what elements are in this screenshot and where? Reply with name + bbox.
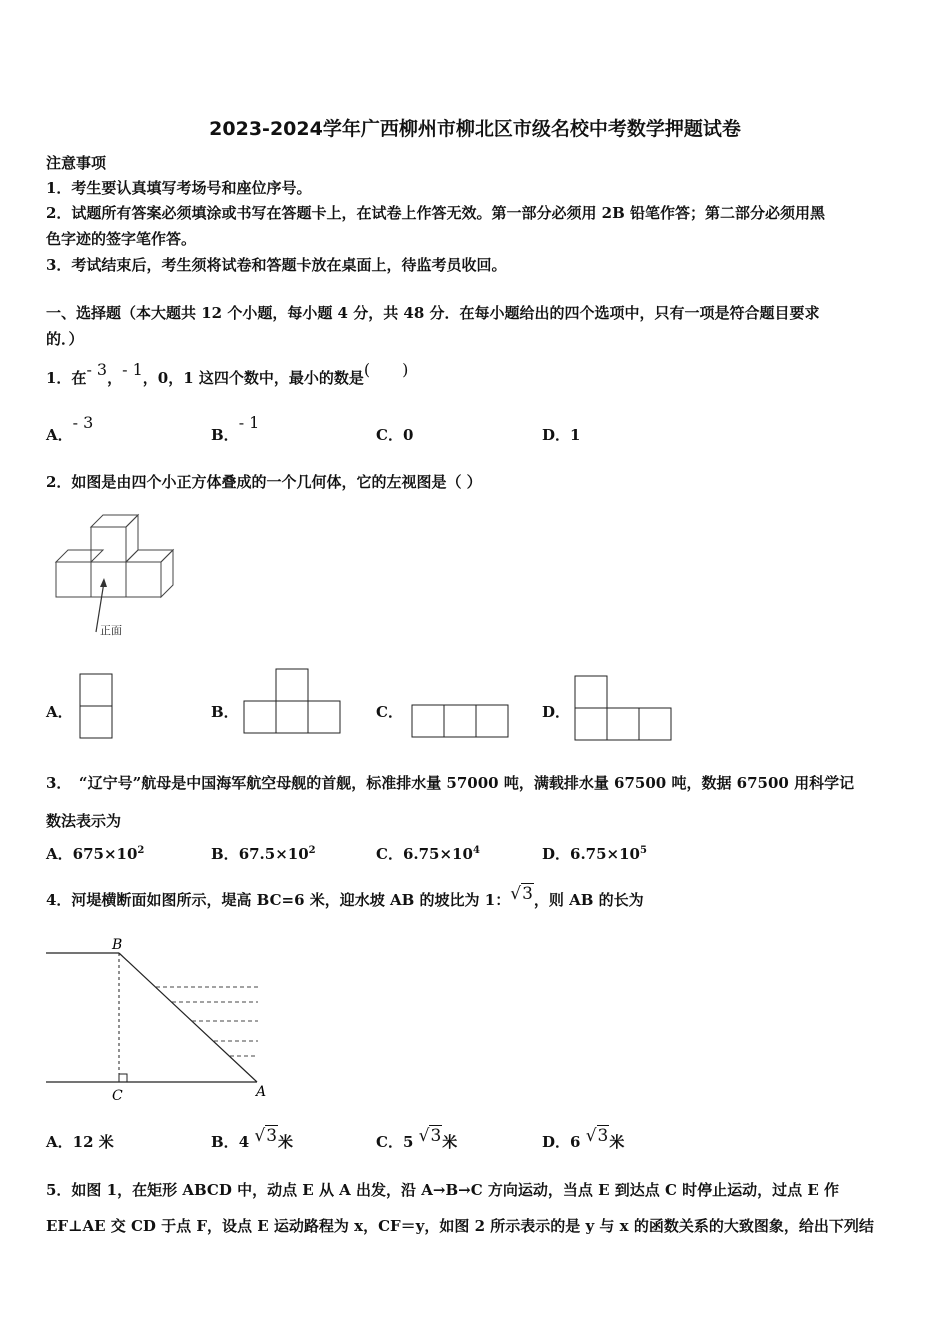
notice-item: 1．考生要认真填写考场号和座位序号。: [46, 179, 312, 197]
question-3-stem-cont: 数法表示为: [46, 812, 122, 830]
q4-option-a: A．12 米: [46, 1133, 114, 1151]
q1-answer-paren: ( ): [363, 360, 409, 379]
q1-number-1: - 3: [86, 360, 108, 379]
q4-option-b: B．4 √3米: [211, 1126, 294, 1151]
q2-option-b: B．: [211, 703, 239, 721]
q1-option-d: D．1: [542, 426, 581, 444]
q1-prefix: 1．在: [46, 369, 87, 387]
q2-option-a: A．: [46, 703, 73, 721]
question-2-stem: 2．如图是由四个小正方体叠成的一个几何体，它的左视图是（ ）: [46, 473, 482, 491]
q1-rest: ，0，1 这四个数中，最小的数是: [142, 369, 364, 387]
q2-cube-figure: [50, 510, 180, 645]
question-4-stem: 4．河堤横断面如图所示，堤高 BC=6 米，迎水坡 AB 的坡比为 1：√3，则 AB 的长为: [46, 884, 644, 909]
q2-option-c-figure: [411, 704, 513, 741]
q4-option-d: D．6 √3米: [542, 1126, 625, 1151]
q2-front-caption: 正面: [100, 624, 122, 637]
q2-option-d: D．: [542, 703, 571, 721]
question-1-stem: [46, 360, 409, 388]
question-5-stem-cont: EF⊥AE 交 CD 于点 F，设点 E 运动路程为 x，CF＝y，如图 2 所示表示的是 y 与 x 的函数关系的大致图象，给出下列结: [46, 1217, 874, 1235]
q3-option-d: D．$6.75\times 10^5$: [542, 845, 647, 863]
q1-number-2: - 1: [122, 360, 143, 379]
question-5-stem: 5．如图 1，在矩形 ABCD 中，动点 E 从 A 出发，沿 A→B→C 方向运动，当点 E 到达点 C 时停止运动，过点 E 作: [46, 1181, 840, 1199]
notice-item: 2．试题所有答案必须填涂或书写在答题卡上，在试卷上作答无效。第一部分必须用 2B 铅笔作答；第二部分必须用黑: [46, 204, 826, 222]
q1-option-b: B．- 1: [211, 413, 260, 444]
page-title: 2023-2024学年广西柳州市柳北区市级名校中考数学押题试卷: [209, 118, 741, 140]
q4-label-b: B: [112, 937, 123, 953]
section-heading-cont: 的．）: [46, 330, 84, 348]
q2-option-a-figure: [79, 673, 115, 741]
q2-option-b-figure: [243, 668, 343, 738]
q1-option-a: A．- 3: [46, 413, 94, 444]
question-3-stem: 3． “辽宁号”航母是中国海军航空母舰的首舰，标准排水量 57000 吨，满载排水量 67500 吨，数据 67500 用科学记: [46, 774, 855, 792]
q2-option-c: C．: [376, 703, 403, 721]
q1-option-c: C．0: [376, 426, 414, 444]
notice-heading: 注意事项: [46, 154, 107, 172]
q4-option-c: C．5 √3米: [376, 1126, 458, 1151]
notice-item: 色字迹的签字笔作答。: [46, 230, 197, 248]
q1-sep: ，: [107, 369, 123, 387]
q2-option-d-figure: [574, 675, 676, 743]
q4-label-a: A: [256, 1084, 267, 1100]
q3-option-b: B．$67.5\times 10^2$: [211, 845, 316, 863]
q3-option-c: C．$6.75\times 10^4$: [376, 845, 480, 863]
q4-label-c: C: [112, 1088, 123, 1104]
q3-option-a: A．$675\times 10^2$: [46, 845, 145, 863]
notice-item: 3．考试结束后，考生须将试卷和答题卡放在桌面上，待监考员收回。: [46, 256, 507, 274]
section-heading: 一、选择题（本大题共 12 个小题，每小题 4 分，共 48 分．在每小题给出的四个选项中，只有一项是符合题目要求: [46, 304, 820, 322]
q4-embankment-figure: [44, 935, 274, 1105]
